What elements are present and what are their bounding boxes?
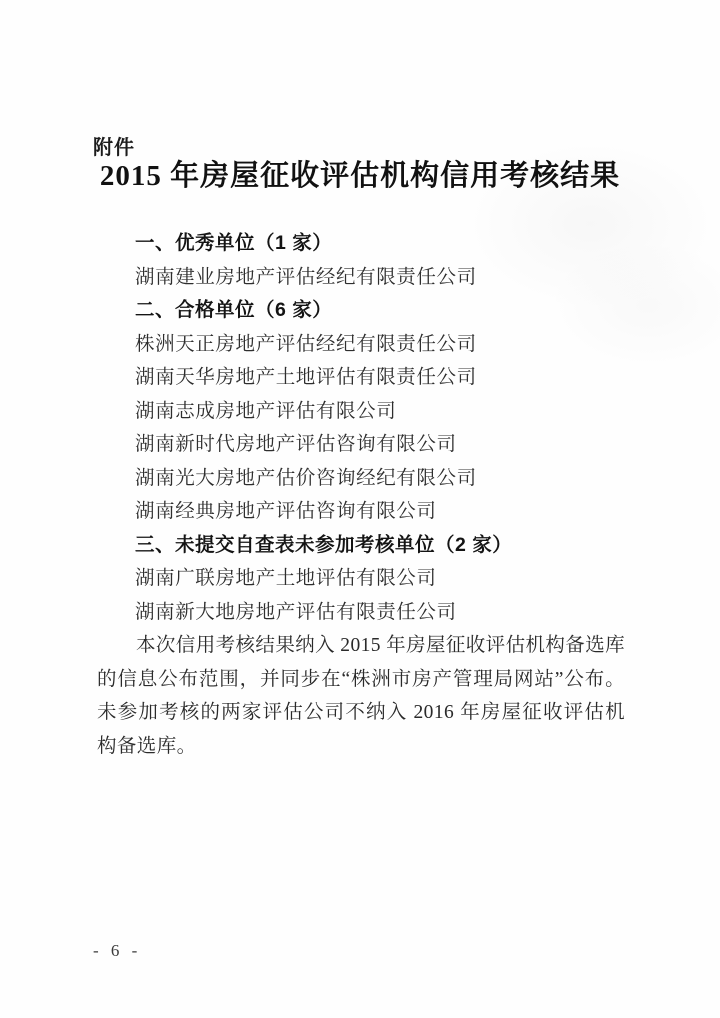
company-name: 湖南志成房地产评估有限公司 [135, 400, 397, 422]
company-name: 湖南新大地房地产评估有限责任公司 [135, 601, 457, 623]
company-name: 湖南经典房地产评估咨询有限公司 [135, 501, 437, 522]
document-body [97, 227, 625, 763]
section-heading-excellent-units: 一、优秀单位（1 家） [135, 232, 333, 254]
company-name: 株洲天正房地产评估经纪有限责任公司 [135, 333, 477, 355]
company-name: 湖南广联房地产土地评估有限公司 [135, 568, 437, 589]
attachment-label: 附件 [93, 137, 135, 159]
closing-paragraph: 本次信用考核结果纳入 2015 年房屋征收评估机构备选库的信息公布范围，并同步在“株洲市房产管理局网站”公布。未参加考核的两家评估公司不纳入 2016 年房屋征收评估机构备选库。 [97, 635, 625, 757]
document-title: 2015 年房屋征收评估机构信用考核结果 [99, 160, 621, 192]
page-number: - 6 - [93, 941, 142, 960]
section-heading-qualified-units: 二、合格单位（6 家） [135, 299, 333, 321]
company-name: 湖南天华房地产土地评估有限责任公司 [135, 367, 477, 388]
company-name: 湖南光大房地产估价咨询经纪有限公司 [135, 467, 477, 489]
company-name: 湖南建业房地产评估经纪有限责任公司 [135, 266, 477, 288]
section-heading-not-assessed-units: 三、未提交自查表未参加考核单位（2 家） [135, 533, 513, 556]
company-name: 湖南新时代房地产评估咨询有限公司 [135, 434, 457, 455]
